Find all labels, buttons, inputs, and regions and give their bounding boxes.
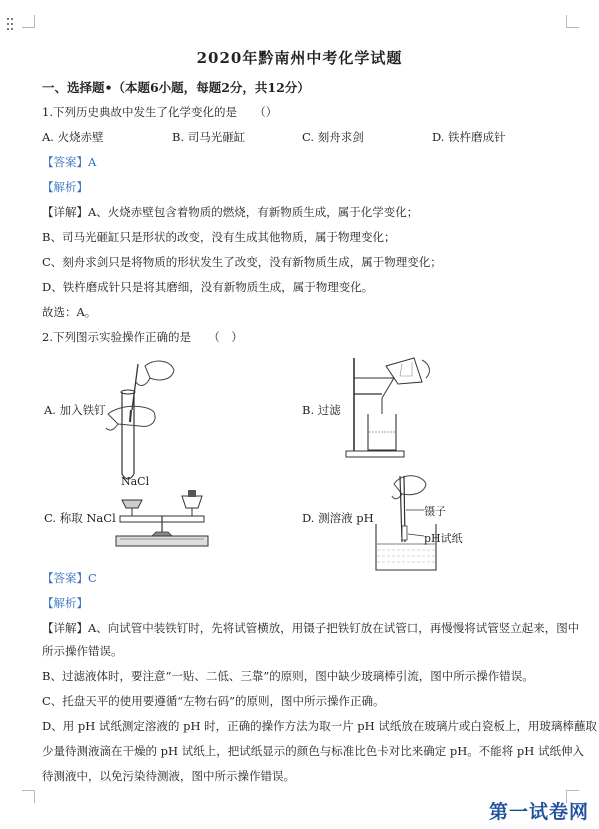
q2-stem: 2.下列图示实验操作正确的是 （ ） bbox=[42, 330, 243, 344]
q2-detail-7: 待测液中，以免污染待测液，图中所示操作错误。 bbox=[42, 769, 295, 783]
figure-label-ph-paper: pH试纸 bbox=[424, 532, 463, 545]
q1-analysis-label: 【解析】 bbox=[42, 180, 88, 194]
site-watermark: 第一试卷网 bbox=[488, 801, 589, 823]
q1-option-b: B. 司马光砸缸 bbox=[172, 130, 246, 144]
q1-conclusion: 故选：A。 bbox=[42, 305, 97, 319]
figure-add-iron-nail bbox=[100, 352, 180, 492]
figure-filtration bbox=[342, 352, 438, 460]
drag-handle-icon[interactable] bbox=[7, 18, 13, 32]
page-title: 2020年黔南州中考化学试题 bbox=[196, 49, 403, 67]
q2-option-d: D. 测溶液 pH bbox=[302, 511, 374, 525]
q1-detail-4: D、铁杵磨成针只是将其磨细，没有新物质生成，属于物理变化。 bbox=[42, 280, 374, 294]
section-heading: 一、选择题•（本题6小题，每题2分，共12分） bbox=[42, 80, 310, 95]
crop-mark-top-right bbox=[566, 15, 579, 28]
q1-option-c: C. 刻舟求剑 bbox=[302, 130, 364, 144]
figure-label-nacl: NaCl bbox=[121, 475, 150, 488]
q1-stem: 1.下列历史典故中发生了化学变化的是 （） bbox=[42, 105, 278, 119]
q2-detail-6: 少量待测液滴在干燥的 pH 试纸上，把试纸显示的颜色与标准比色卡对比来确定 pH。不能将 pH 试纸伸入 bbox=[42, 744, 584, 758]
q1-detail-1: 【详解】A、火烧赤壁包含着物质的燃烧，有新物质生成，属于化学变化； bbox=[42, 205, 419, 219]
q2-analysis-label: 【解析】 bbox=[42, 596, 88, 610]
q1-detail-3: C、刻舟求剑只是将物质的形状发生了改变，没有新物质生成，属于物理变化； bbox=[42, 255, 442, 269]
q2-answer: 【答案】C bbox=[42, 571, 97, 585]
q2-detail-3: B、过滤液体时，要注意“一贴、二低、三靠”的原则，图中缺少玻璃棒引流，图中所示操作错误。 bbox=[42, 669, 534, 683]
crop-mark-bottom-left bbox=[22, 790, 35, 803]
q1-answer: 【答案】A bbox=[42, 155, 97, 169]
q1-option-a: A. 火烧赤壁 bbox=[42, 130, 104, 144]
q2-detail-5: D、用 pH 试纸测定溶液的 pH 时，正确的操作方法为取一片 pH 试纸放在玻璃片或白瓷板上，用玻璃棒蘸取 bbox=[42, 719, 597, 733]
q2-detail-1: 【详解】A、向试管中装铁钉时，先将试管横放，用镊子把铁钉放在试管口，再慢慢将试管竖立起来，图中 bbox=[42, 621, 580, 635]
q2-option-b: B. 过滤 bbox=[302, 403, 341, 417]
figure-balance bbox=[112, 486, 212, 552]
q2-option-a: A. 加入铁钉 bbox=[44, 403, 106, 417]
figure-measure-ph bbox=[372, 466, 472, 576]
figure-label-tweezers: 镊子 bbox=[424, 505, 446, 518]
q1-option-d: D. 铁杵磨成针 bbox=[432, 130, 506, 144]
crop-mark-top-left bbox=[22, 15, 35, 28]
q2-option-c: C. 称取 NaCl bbox=[44, 511, 116, 525]
q1-detail-2: B、司马光砸缸只是形状的改变，没有生成其他物质，属于物理变化； bbox=[42, 230, 396, 244]
q2-detail-4: C、托盘天平的使用要遵循“左物右码”的原则，图中所示操作正确。 bbox=[42, 694, 385, 708]
q2-detail-2: 所示操作错误。 bbox=[42, 644, 123, 658]
